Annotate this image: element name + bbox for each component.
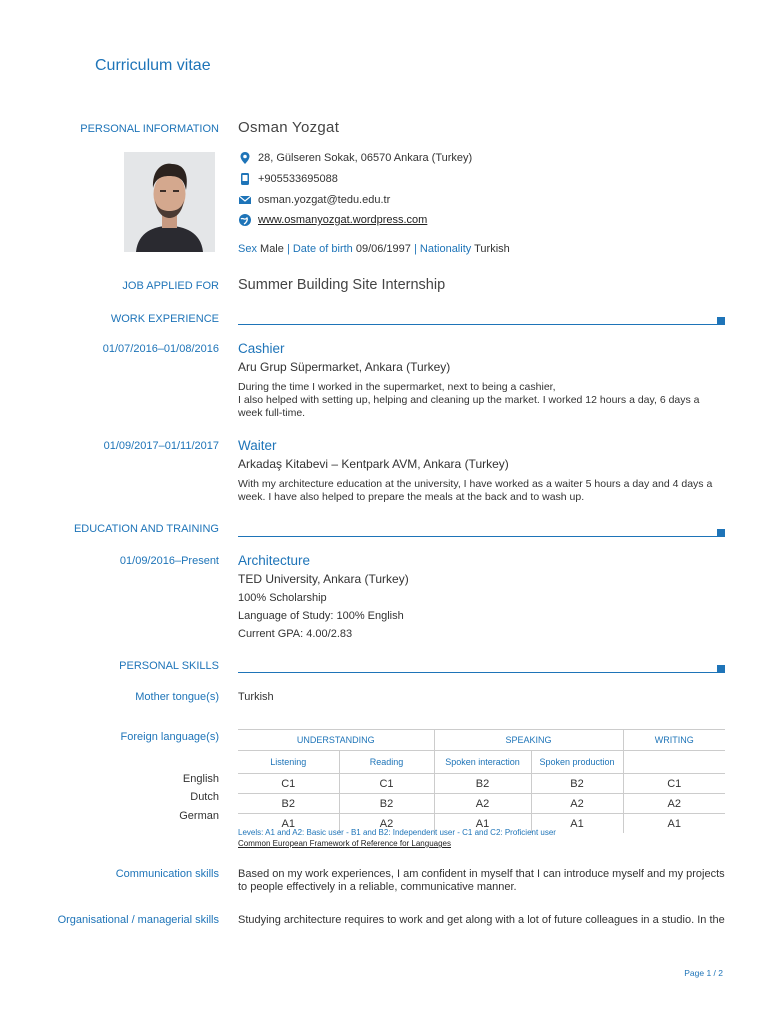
applicant-name: Osman Yozgat bbox=[238, 119, 340, 136]
education-detail: Current GPA: 4.00/2.83 bbox=[238, 628, 353, 640]
communication-skills-text bbox=[238, 868, 725, 894]
work-description bbox=[238, 478, 712, 504]
education-detail: Language of Study: 100% English bbox=[238, 610, 404, 622]
separator: | bbox=[413, 243, 417, 255]
job-applied-label: JOB APPLIED FOR bbox=[122, 280, 219, 292]
email-text[interactable]: osman.yozgat@tedu.edu.tr bbox=[258, 194, 391, 206]
desc-line: With my architecture education at the university, I have worked as a waiter 5 hours a day and 4 days a bbox=[238, 478, 713, 490]
personal-skills-label: PERSONAL SKILLS bbox=[119, 660, 219, 672]
dob-value: 09/06/1997 bbox=[355, 243, 411, 255]
language-name: English bbox=[182, 773, 219, 785]
desc-line: During the time I worked in the supermarket, next to being a cashier, bbox=[238, 381, 556, 393]
website-link[interactable]: www.osmanyozgat.wordpress.com bbox=[258, 214, 428, 226]
section-marker bbox=[717, 529, 725, 537]
nationality-label: Nationality bbox=[419, 243, 472, 255]
page-number: Page 1 / 2 bbox=[684, 968, 723, 978]
work-dates: 01/09/2017–01/11/2017 bbox=[103, 440, 219, 452]
table-subheader-row bbox=[238, 751, 725, 774]
cv-title: Curriculum vitae bbox=[95, 57, 211, 74]
language-skills-table bbox=[238, 729, 725, 833]
subheader-writing-blank bbox=[623, 751, 725, 774]
sex-label: Sex bbox=[238, 243, 257, 255]
level-cell: A1 bbox=[531, 814, 623, 834]
subheader-reading: Reading bbox=[339, 751, 434, 774]
mother-tongue-value: Turkish bbox=[238, 691, 274, 703]
table-row bbox=[238, 774, 725, 794]
dob-label: Date of birth bbox=[292, 243, 353, 255]
mother-tongue-label: Mother tongue(s) bbox=[135, 691, 219, 703]
profile-photo bbox=[124, 152, 215, 252]
education-title: Architecture bbox=[238, 553, 311, 568]
subheader-spoken-production: Spoken production bbox=[531, 751, 623, 774]
subheader-listening: Listening bbox=[238, 751, 339, 774]
levels-note: Levels: A1 and A2: Basic user - B1 and B2: Independent user - C1 and C2: Proficient user bbox=[238, 828, 556, 837]
website-globe-icon bbox=[238, 213, 252, 227]
language-name: German bbox=[179, 810, 219, 822]
level-cell: C1 bbox=[667, 777, 682, 790]
organisational-skills-text: Studying architecture requires to work and get along with a lot of future colleagues in a studio. In the bbox=[238, 914, 725, 926]
level-cell: A2 bbox=[531, 794, 623, 814]
table-header-row bbox=[238, 730, 725, 751]
header-understanding: UNDERSTANDING bbox=[238, 730, 434, 751]
education-label: EDUCATION AND TRAINING bbox=[73, 523, 219, 535]
job-applied-value: Summer Building Site Internship bbox=[238, 277, 446, 293]
education-org: TED University, Ankara (Turkey) bbox=[238, 572, 409, 586]
phone-text: +905533695088 bbox=[258, 173, 338, 185]
header-writing: WRITING bbox=[623, 730, 725, 751]
foreign-languages-label: Foreign language(s) bbox=[120, 731, 219, 743]
sex-value: Male bbox=[260, 243, 284, 255]
section-divider bbox=[238, 536, 725, 537]
separator: | bbox=[286, 243, 290, 255]
work-title: Waiter bbox=[238, 438, 277, 453]
location-pin-icon bbox=[238, 151, 252, 165]
level-cell: C1 bbox=[238, 774, 339, 794]
level-cell: A2 bbox=[339, 814, 434, 834]
section-divider bbox=[238, 324, 725, 325]
section-divider bbox=[238, 672, 725, 673]
table-row bbox=[238, 794, 725, 814]
desc-line: week. I have also helped to prepare the meals at the back and to wash up. bbox=[238, 491, 585, 503]
work-dates: 01/07/2016–01/08/2016 bbox=[102, 343, 219, 355]
personal-details-line bbox=[238, 243, 510, 256]
work-experience-label: WORK EXPERIENCE bbox=[110, 313, 219, 325]
personal-information-label: PERSONAL INFORMATION bbox=[80, 123, 219, 135]
text-line: to people effectively in a reliable, communicative manner. bbox=[238, 881, 517, 893]
subheader-spoken-interaction: Spoken interaction bbox=[434, 751, 531, 774]
section-marker bbox=[717, 665, 725, 673]
address-text: 28, Gülseren Sokak, 06570 Ankara (Turkey) bbox=[258, 152, 473, 164]
desc-line: I also helped with setting up, helping and cleaning up the market. I worked 12 hours a day, 6 days a bbox=[238, 394, 700, 406]
cefr-link[interactable]: Common European Framework of Reference for Languages bbox=[238, 839, 451, 848]
level-cell: A1 bbox=[238, 814, 339, 834]
work-description bbox=[238, 381, 700, 420]
level-cell: B2 bbox=[238, 794, 339, 814]
level-cell: B2 bbox=[339, 794, 434, 814]
mobile-phone-icon bbox=[238, 172, 252, 186]
level-cell: A1 bbox=[667, 817, 681, 830]
level-cell: C1 bbox=[339, 774, 434, 794]
text-line: Based on my work experiences, I am confident in myself that I can introduce myself and my projects bbox=[238, 868, 725, 880]
organisational-skills-label: Organisational / managerial skills bbox=[57, 914, 219, 926]
work-employer: Arkadaş Kitabevi – Kentpark AVM, Ankara (Turkey) bbox=[238, 457, 509, 471]
desc-line: week full-time. bbox=[238, 407, 306, 419]
level-cell: A1 bbox=[434, 814, 531, 834]
level-cell: A2 bbox=[623, 794, 725, 814]
level-cell: B2 bbox=[434, 774, 531, 794]
email-envelope-icon bbox=[238, 193, 252, 207]
work-employer: Aru Grup Süpermarket, Ankara (Turkey) bbox=[238, 360, 451, 374]
communication-skills-label: Communication skills bbox=[115, 868, 219, 880]
level-cell: B2 bbox=[531, 774, 623, 794]
work-title: Cashier bbox=[238, 341, 285, 356]
language-name: Dutch bbox=[190, 791, 219, 803]
level-cell: A2 bbox=[434, 794, 531, 814]
nationality-value: Turkish bbox=[474, 243, 510, 255]
section-marker bbox=[717, 317, 725, 325]
education-dates: 01/09/2016–Present bbox=[119, 555, 219, 567]
education-detail: 100% Scholarship bbox=[238, 592, 327, 604]
header-speaking: SPEAKING bbox=[434, 730, 623, 751]
